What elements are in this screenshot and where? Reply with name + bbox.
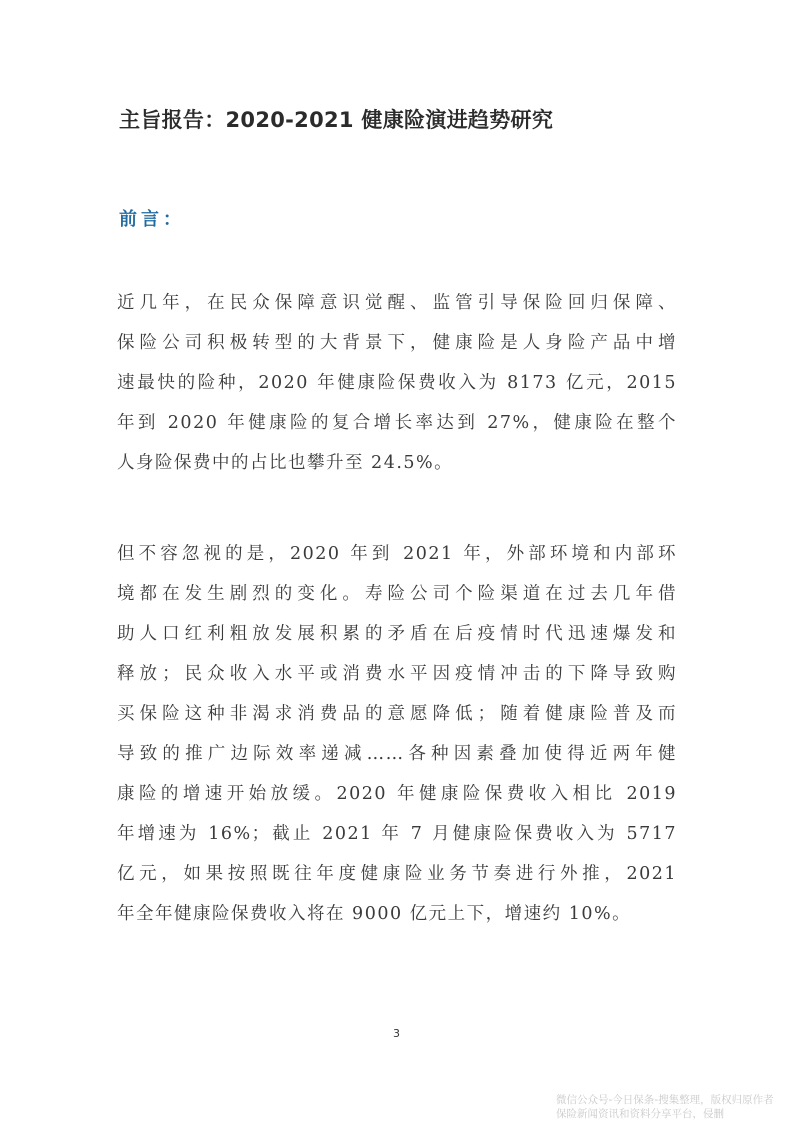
paragraph-line: 保险公司积极转型的大背景下，健康险是人身险产品中增 xyxy=(117,333,677,353)
page-number: 3 xyxy=(393,1027,400,1040)
paragraph-line: 年增速为 16%；截止 2021 年 7 月健康险保费收入为 5717 xyxy=(117,824,677,844)
paragraph-line: 境都在发生剧烈的变化。寿险公司个险渠道在过去几年借 xyxy=(117,584,677,604)
paragraph-2 xyxy=(117,534,697,934)
paragraph-line: 人身险保费中的占比也攀升至 24.5%。 xyxy=(117,453,454,473)
paragraph-line: 买保险这种非渴求消费品的意愿降低；随着健康险普及而 xyxy=(117,704,677,724)
section-heading-preface: 前言： xyxy=(119,209,185,230)
paragraph-line: 释放；民众收入水平或消费水平因疫情冲击的下降导致购 xyxy=(117,664,677,684)
paragraph-line: 年全年健康险保费收入将在 9000 亿元上下，增速约 10%。 xyxy=(117,904,632,924)
paragraph-line: 但不容忽视的是，2020 年到 2021 年，外部环境和内部环 xyxy=(117,544,677,564)
paragraph-line: 亿元，如果按照既往年度健康险业务节奏进行外推，2021 xyxy=(117,864,677,884)
paragraph-line: 导致的推广边际效率递减……各种因素叠加使得近两年健 xyxy=(117,744,677,764)
paragraph-line: 助人口红利粗放发展积累的矛盾在后疫情时代迅速爆发和 xyxy=(117,624,677,644)
watermark-line-1: 微信公众号-今日保条-搜集整理，版权归原作者 xyxy=(556,1094,774,1106)
document-title: 主旨报告：2020-2021 健康险演进趋势研究 xyxy=(119,108,554,132)
paragraph-line: 近几年，在民众保障意识觉醒、监管引导保险回归保障、 xyxy=(117,293,677,313)
watermark xyxy=(556,1093,774,1121)
paragraph-line: 速最快的险种，2020 年健康险保费收入为 8173 亿元，2015 xyxy=(117,373,677,393)
watermark-line-2: 保险新闻资讯和资料分享平台，侵删 xyxy=(556,1108,724,1120)
paragraph-1 xyxy=(117,283,697,483)
paragraph-line: 康险的增速开始放缓。2020 年健康险保费收入相比 2019 xyxy=(117,784,677,804)
paragraph-line: 年到 2020 年健康险的复合增长率达到 27%，健康险在整个 xyxy=(117,413,677,433)
